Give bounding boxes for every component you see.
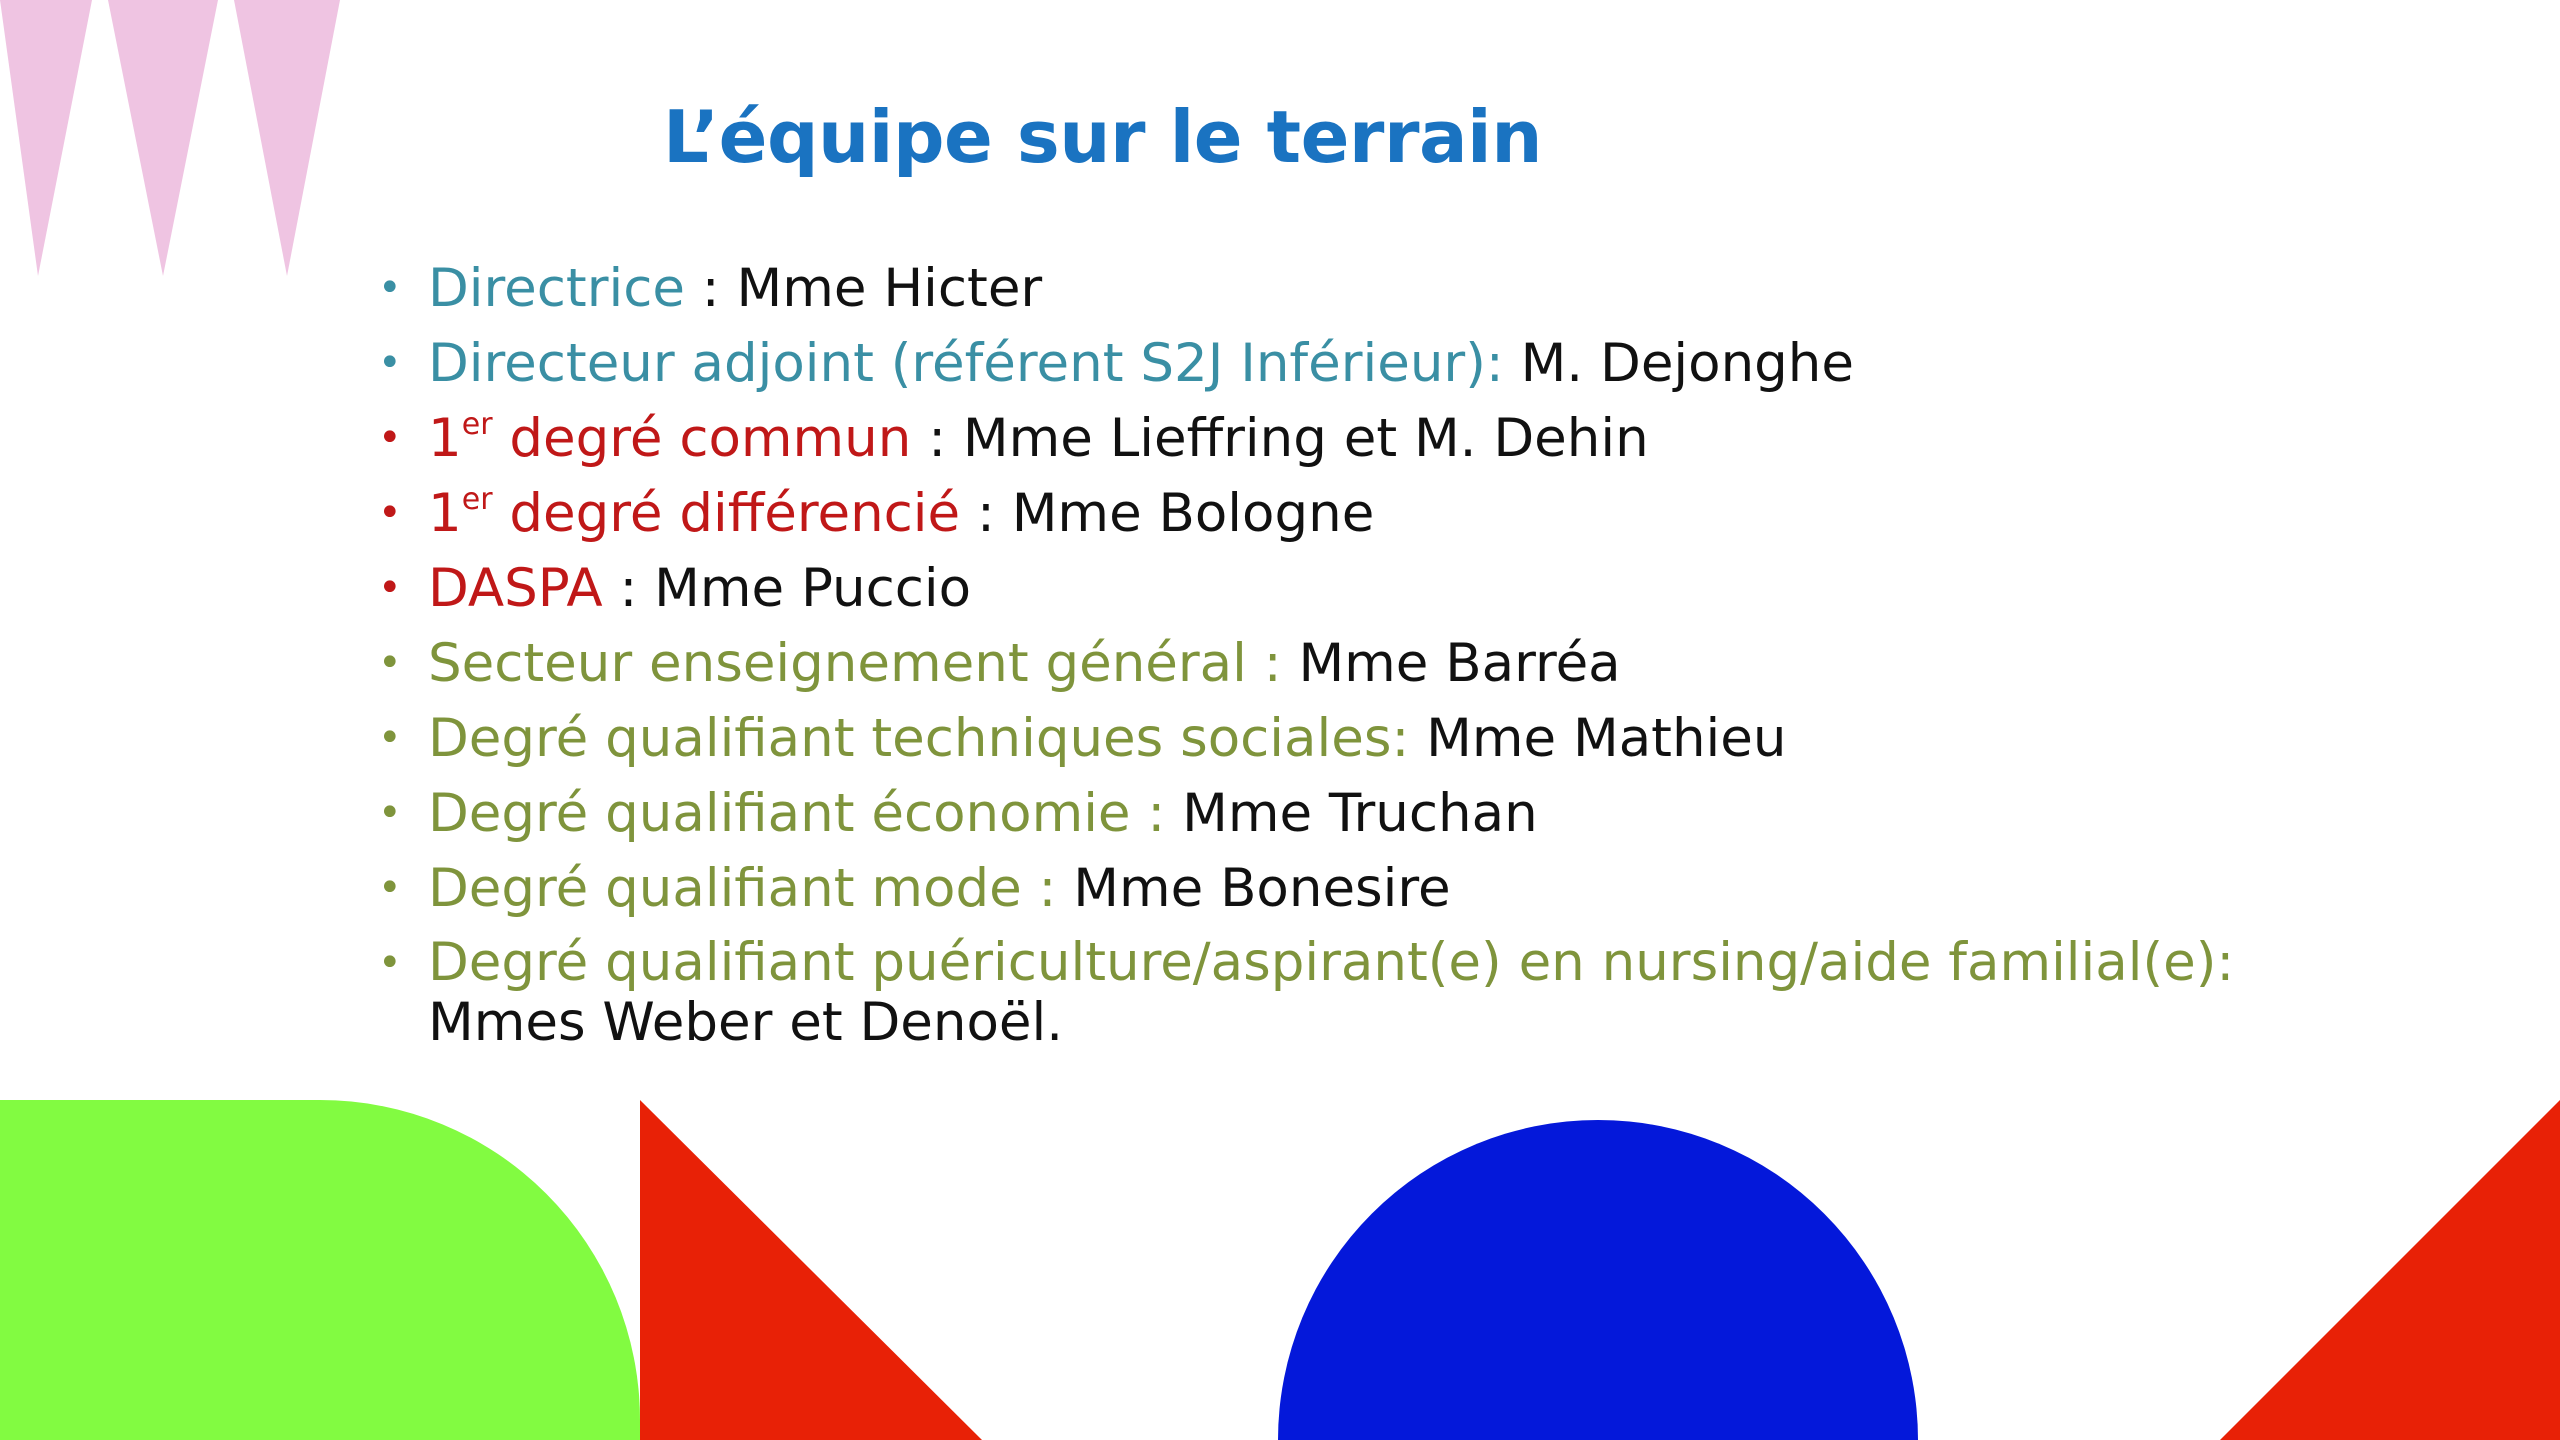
label-text: DASPA	[428, 558, 603, 619]
list-item	[370, 851, 2370, 926]
label-superscript: er	[461, 407, 493, 442]
pink-triangle-middle	[108, 0, 218, 276]
list-item	[370, 776, 2370, 851]
label-text: Secteur enseignement général :	[428, 633, 1282, 694]
label-text: Degré qualifiant économie :	[428, 783, 1166, 844]
list-item	[370, 326, 2370, 401]
bullet-3: •	[378, 490, 402, 536]
label-5	[428, 633, 1282, 694]
label-text: degré commun	[492, 408, 912, 469]
label-4	[428, 558, 603, 619]
list-item	[370, 251, 2370, 326]
bullet-6: •	[378, 715, 402, 761]
label-0	[428, 258, 685, 319]
list-item	[370, 926, 2388, 1053]
label-text: Degré qualifiant techniques sociales:	[428, 708, 1410, 769]
label-text: Degré qualifiant puériculture/aspirant(e) en nursing/aide familial(e):	[428, 932, 2235, 993]
bullet-9: •	[378, 940, 402, 986]
separator-2: :	[911, 408, 947, 469]
label-text: Directrice	[428, 258, 685, 319]
name-6: Mme Mathieu	[1409, 708, 1787, 769]
list-item	[370, 701, 2370, 776]
team-list	[370, 251, 2370, 1053]
label-prefix: 1	[428, 408, 462, 469]
bullet-1: •	[378, 340, 402, 386]
label-3	[428, 483, 960, 544]
name-8: Mme Bonesire	[1056, 858, 1451, 919]
name-4: Mme Puccio	[637, 558, 972, 619]
blue-semicircle	[1278, 1120, 1918, 1440]
label-superscript: er	[461, 482, 493, 517]
pink-triangle-left	[0, 0, 92, 276]
green-rounded-shape	[0, 1100, 640, 1440]
label-2	[428, 408, 911, 469]
list-item	[370, 626, 2370, 701]
label-1	[428, 333, 1504, 394]
bullet-2: •	[378, 415, 402, 461]
separator-0: :	[684, 258, 720, 319]
label-text: Directeur adjoint (référent S2J Inférieur):	[428, 333, 1504, 394]
label-8	[428, 858, 1056, 919]
red-triangle-left	[640, 1100, 982, 1440]
bullet-7: •	[378, 790, 402, 836]
bullet-4: •	[378, 565, 402, 611]
list-item	[370, 401, 2370, 476]
label-text: degré différencié	[492, 483, 961, 544]
name-3: Mme Bologne	[994, 483, 1375, 544]
list-item	[370, 476, 2370, 551]
bullet-0: •	[378, 265, 402, 311]
bullet-8: •	[378, 865, 402, 911]
name-0: Mme Hicter	[719, 258, 1043, 319]
separator-4: :	[602, 558, 638, 619]
bullet-5: •	[378, 640, 402, 686]
list-item	[370, 551, 2370, 626]
label-9	[428, 932, 2234, 993]
label-6	[428, 708, 1409, 769]
label-text: Degré qualifiant mode :	[428, 858, 1057, 919]
slide-title: L’équipe sur le terrain	[663, 95, 1542, 179]
red-triangle-right	[2220, 1100, 2560, 1440]
separator-3: :	[960, 483, 995, 544]
name-9: Mmes Weber et Denoël.	[428, 992, 1064, 1053]
label-prefix: 1	[428, 483, 462, 544]
label-7	[428, 783, 1165, 844]
name-1: M. Dejonghe	[1503, 333, 1855, 394]
name-2: Mme Lieffring et M. Dehin	[946, 408, 1649, 469]
name-5: Mme Barréa	[1281, 633, 1621, 694]
name-7: Mme Truchan	[1165, 783, 1538, 844]
pink-triangle-right	[234, 0, 340, 276]
